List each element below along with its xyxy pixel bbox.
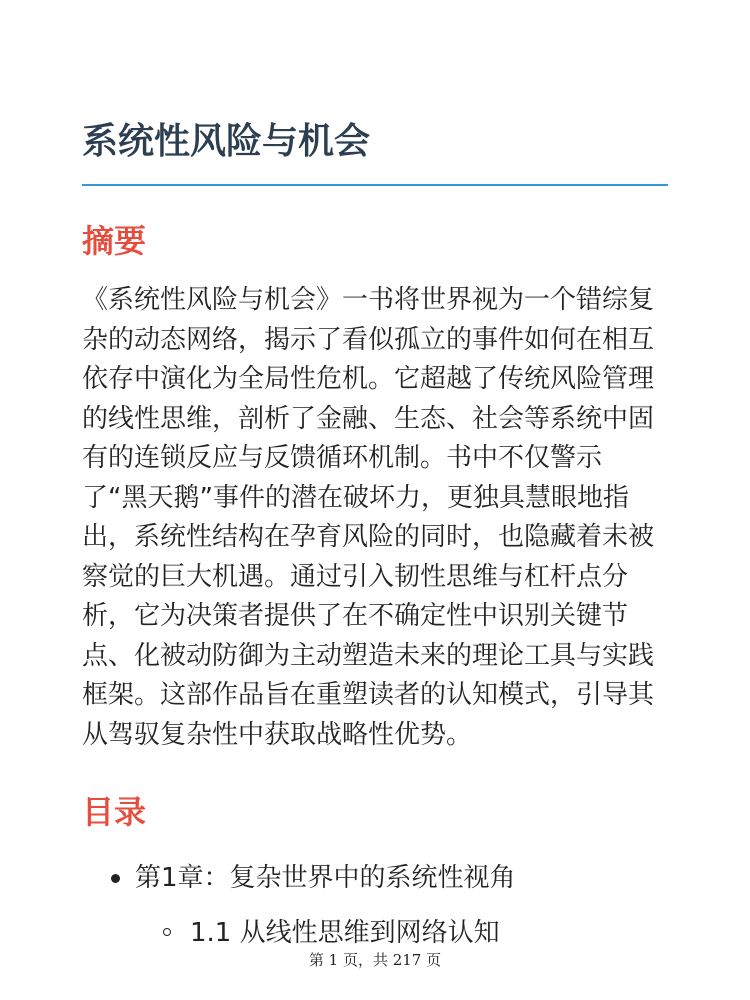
abstract-body	[82, 281, 672, 755]
abstract-line: 出，系统性结构在孕育风险的同时，也隐藏着未被	[82, 522, 655, 552]
abstract-line: 析，它为决策者提供了在不确定性中识别关键节	[82, 601, 629, 631]
toc-heading: 目录	[82, 793, 147, 831]
document-title: 系统性风险与机会	[82, 121, 371, 162]
abstract-line: 杂的动态网络，揭示了看似孤立的事件如何在相互	[82, 324, 655, 355]
abstract-line: 点、化被动防御为主动塑造未来的理论工具与实践	[82, 640, 655, 671]
title-divider	[82, 184, 668, 186]
abstract-line: 的线性思维，剖析了金融、生态、社会等系统中固	[82, 403, 655, 434]
abstract-line: 框架。这部作品旨在重塑读者的认知模式，引导其	[82, 680, 655, 710]
abstract-line: 从驾驭复杂性中获取战略性优势。	[82, 719, 473, 750]
toc-chapter-1[interactable]: 第1章：复杂世界中的系统性视角	[135, 863, 516, 893]
abstract-line: 有的连锁反应与反馈循环机制。书中不仅警示	[82, 443, 603, 473]
page-number-footer: 第 1 页，共 217 页	[308, 951, 442, 969]
abstract-line: 了“黑天鹅”事件的潜在破坏力，更独具慧眼地指	[82, 482, 629, 513]
abstract-line: 察觉的巨大机遇。通过引入韧性思维与杠杆点分	[82, 561, 629, 592]
abstract-heading: 摘要	[82, 222, 147, 260]
toc-section-1-1[interactable]: 1.1 从线性思维到网络认知	[190, 918, 500, 948]
abstract-line: 依存中演化为全局性危机。它超越了传统风险管理	[82, 364, 655, 394]
abstract-line: 《系统性风险与机会》一书将世界视为一个错综复	[82, 285, 655, 315]
bullet-circle-icon	[163, 928, 171, 936]
bullet-disc-icon	[111, 874, 120, 883]
